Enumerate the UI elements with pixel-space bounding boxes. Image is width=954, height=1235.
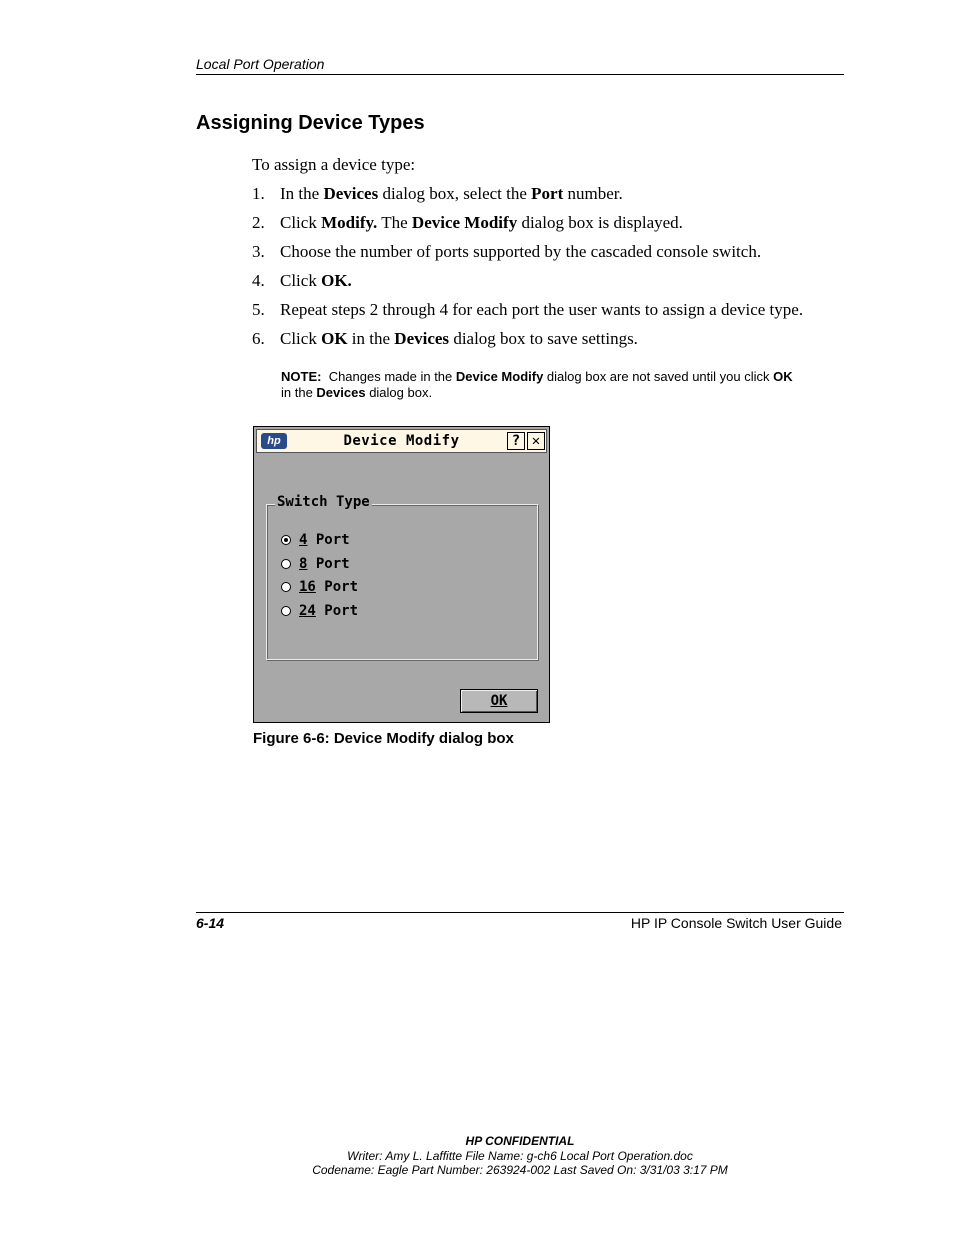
footer-rule <box>196 912 844 913</box>
note-text: Changes made in the <box>328 369 456 384</box>
radio-label <box>299 577 358 597</box>
dialog-titlebar <box>256 429 547 453</box>
step-number: 1. <box>252 184 265 203</box>
step-text: Click <box>280 329 322 348</box>
step-bold: OK. <box>321 271 352 290</box>
step-number: 2. <box>252 213 265 232</box>
ok-button[interactable]: OK <box>460 689 538 713</box>
dialog-title: Device Modify <box>343 433 460 449</box>
figure-caption: Figure 6-6: Device Modify dialog box <box>253 730 514 747</box>
hp-logo-icon: hp <box>261 433 287 449</box>
section-heading: Assigning Device Types <box>196 112 425 134</box>
close-button[interactable]: ✕ <box>527 432 545 450</box>
step-text: number. <box>563 184 623 203</box>
radio-icon[interactable] <box>281 606 291 616</box>
step-text: In the <box>280 184 324 203</box>
radio-label <box>299 601 358 621</box>
note-bold: Devices <box>316 385 366 400</box>
running-header: Local Port Operation <box>196 56 325 72</box>
step-number: 3. <box>252 242 265 261</box>
note-bold: OK <box>773 369 793 384</box>
step-3 <box>252 242 852 271</box>
page-number: 6-14 <box>196 915 225 931</box>
radio-icon[interactable] <box>281 535 291 545</box>
help-button[interactable]: ? <box>507 432 525 450</box>
step-4 <box>252 271 852 300</box>
step-bold: Devices <box>323 184 379 203</box>
step-text: Click <box>280 213 322 232</box>
step-1 <box>252 184 852 213</box>
guide-title: HP IP Console Switch User Guide <box>630 915 842 931</box>
step-bold: Modify. <box>321 213 378 232</box>
radio-text: Port <box>315 579 359 595</box>
doc-meta-writer: Writer: Amy L. Laffitte File Name: g-ch6 Local Port Operation.doc <box>347 1149 693 1163</box>
step-6 <box>252 329 852 358</box>
step-number: 5. <box>252 300 265 319</box>
step-bold: OK <box>321 329 348 348</box>
steps-list <box>252 184 852 358</box>
step-2 <box>252 213 852 242</box>
step-bold: Device Modify <box>411 213 518 232</box>
radio-text: Port <box>307 532 350 548</box>
step-number: 4. <box>252 271 265 290</box>
group-label: Switch Type <box>277 494 370 510</box>
radio-hotkey: 16 <box>299 579 316 595</box>
intro-text: To assign a device type: <box>252 155 416 174</box>
note-text: in the <box>281 385 317 400</box>
radio-label <box>299 554 350 574</box>
note-text: dialog box are not saved until you click <box>543 369 774 384</box>
radio-hotkey: 4 <box>299 532 308 548</box>
step-text: Click <box>280 271 322 290</box>
step-text: Choose the number of ports supported by the cascaded console switch. <box>280 242 762 261</box>
radio-text: Port <box>307 556 350 572</box>
device-modify-dialog <box>253 426 550 723</box>
step-text: The <box>377 213 412 232</box>
step-bold: Devices <box>394 329 450 348</box>
radio-icon[interactable] <box>281 582 291 592</box>
step-text: dialog box to save settings. <box>449 329 638 348</box>
radio-icon[interactable] <box>281 559 291 569</box>
note-bold: Device Modify <box>455 369 544 384</box>
note-block <box>281 369 846 401</box>
note-label: NOTE: <box>281 369 322 384</box>
step-text: dialog box, select the <box>378 184 532 203</box>
radio-hotkey: 8 <box>299 556 308 572</box>
step-bold: Port <box>531 184 564 203</box>
step-5 <box>252 300 852 329</box>
header-rule <box>196 74 844 75</box>
confidential-label: HP CONFIDENTIAL <box>465 1134 575 1148</box>
step-text: Repeat steps 2 through 4 for each port the user wants to assign a device type. <box>280 300 804 319</box>
doc-meta-codename: Codename: Eagle Part Number: 263924-002 Last Saved On: 3/31/03 3:17 PM <box>312 1163 728 1177</box>
step-text: dialog box is displayed. <box>517 213 683 232</box>
switch-type-group <box>266 494 538 660</box>
radio-hotkey: 24 <box>299 603 316 619</box>
radio-text: Port <box>315 603 359 619</box>
radio-label <box>299 530 350 550</box>
step-number: 6. <box>252 329 265 348</box>
step-text: in the <box>347 329 395 348</box>
note-text: dialog box. <box>365 385 433 400</box>
